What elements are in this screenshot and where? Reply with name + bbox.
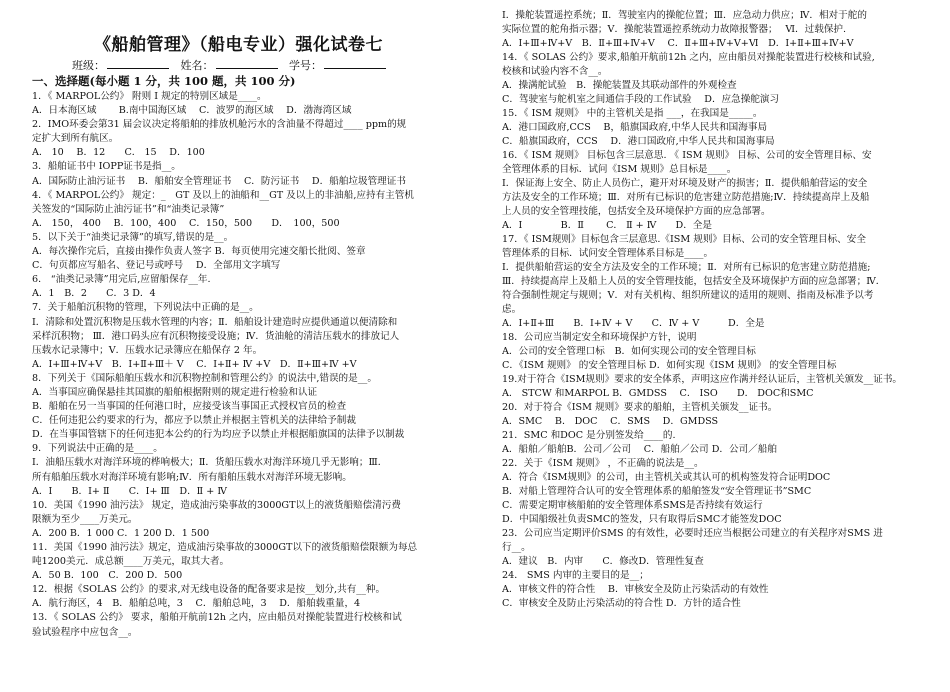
question-line: 校核和试验内容不含__。 (502, 66, 608, 77)
question-line: 18．公司应当制定安全和环境保护方针，说明 (502, 332, 697, 343)
question-line: A．每次操作完后，直接由操作负责人签字 B．每页使用完速交船长批阅、签章 (32, 246, 366, 258)
question-line: 22．关于《ISM 规则》 ，不正确的说法是__。 (502, 458, 704, 469)
question-line: 方法及安全的工作环境；Ⅲ．对所有已标识的危害建立防范措施;Ⅳ．持续提高岸上及船 (502, 192, 870, 203)
question-line: A．Ⅰ+Ⅲ+Ⅳ+Ⅴ B．Ⅰ+Ⅱ+Ⅲ＋ Ⅴ C．Ⅰ+Ⅱ+ Ⅳ +Ⅴ D．Ⅱ+Ⅲ+Ⅳ +Ⅴ (32, 358, 357, 370)
question-line: 15．《 ISM 规则》 中的主管机关是指 ___，在我国是_____。 (502, 108, 763, 119)
question-line: A．日本海区域 B.南中国海区域 C．波罗的海区域 D．渤海湾区域 (32, 105, 352, 117)
question-line: 24． SMS 内审的主要目的是__； (502, 570, 649, 581)
question-line: B．对船上管理符合认可的安全管理体系的船舶签发“安全管理证书”SMC (502, 486, 812, 497)
question-line: Ⅰ．清除和处置沉积物是压载水管理的内容；Ⅱ．船舶设计建造时应提供通道以便清除和 (32, 316, 398, 328)
question-line: A．公司的安全管理口标 B．如何实现公司的安全管理目标 (502, 346, 756, 357)
question-line: C．船旗国政府，CCS D．港口国政府,中华人民共和国海事局 (502, 136, 775, 147)
question-line: A．200 B．1 000 C．1 200 D．1 500 (32, 527, 210, 539)
question-line: Ⅰ．提供船舶营运的安全方法及安全的工作环境；Ⅱ．对所有已标识的危害建立防范措施; (502, 262, 871, 273)
question-line: 所有船舶压载水对海洋环境有影响;Ⅳ．所有船舶压载水对海洋环境无影响。 (32, 471, 352, 483)
question-line: 23．公司应当定期评价SMS 的有效性，必要时还应当根据公司建立的有关程序对SMS 进 (502, 528, 883, 539)
question-line: 上人员的安全管理技能，包括安全及环境保护方面的应急部署。 (502, 206, 771, 217)
question-line: A．SMC B． DOC C．SMS D．GMDSS (502, 416, 719, 427)
question-line: 行__。 (502, 542, 531, 553)
question-line: B．船舶在另一当事国的任何港口时，应接受该当事国正式授权官员的检查 (32, 401, 347, 413)
number-label: 学号： (289, 59, 322, 72)
question-line: C．需要定期审核船舶的安全管理体系SMS是否持续有效运行 (502, 500, 763, 511)
question-line: 16．《 ISM 规则》 目标包含三层意思. 《 ISM 规则》 目标、公司的安全管理目标、安 (502, 150, 872, 161)
question-line: 12．根据《SOLAS 公约》的要求,对无线电设备的配备要求是按__划分,共有__种。 (32, 584, 386, 596)
class-blank (107, 68, 169, 69)
question-line: A．Ⅰ B．Ⅰ+ Ⅱ C．Ⅰ+ Ⅲ D．Ⅱ + Ⅳ (32, 485, 227, 497)
question-line: A． 10 B．12 C． 15 D．100 (32, 147, 205, 159)
question-line: A．船舶／船舶B．公司／公司 C．船舶／公司 D．公司／船舶 (502, 444, 777, 455)
question-line: C．《ISM 规则》 的安全管理目标 D．如何实现《ISM 规则》 的安全管理目标 (502, 360, 837, 371)
section-heading: 一、选择题(每小题 1 分，共 100 题，共 100 分) (32, 74, 296, 88)
question-line: A．符合《ISM规则》的公司，由主管机关或其认可的机构签发符合证明DOC (502, 472, 831, 483)
question-line: D．中国船级社负责SMC的签发，只有取得后SMC才能签发DOC (502, 514, 782, 525)
question-line: A．建议 B．内审 C．修改D．管理性复查 (502, 556, 704, 567)
question-line: A． 150， 400 B．100，400 C．150，500 D． 100，500 (32, 217, 340, 229)
question-line: 19.对于符合《ISM规则》要求的安全体系，声明这应作满并经认证后，主管机关颁发__证书。 (502, 374, 903, 385)
left-question-list (32, 90, 445, 640)
question-line: 1．《 MARPOL公约》 附则 I 规定的特别区域是____。 (32, 91, 267, 102)
question-line: A．国际防止油污证书 B．船舶安全管理证书 C．防污证书 D．船舶垃圾管理证书 (32, 175, 406, 187)
left-column (32, 0, 445, 692)
question-line: Ⅰ．保证海上安全、防止人员伤亡，避开对环境及财产的损害；Ⅱ．提供船舶营运的安全 (502, 178, 868, 189)
question-line: D．在当事国管辖下的任何违犯本公约的行为均应予以禁止并根据船旗国的法律予以制裁 (32, 429, 405, 441)
question-line: 6． “油类记录簿”用完后,应留船保存__年. (32, 274, 211, 286)
question-line: 采样沉积物； Ⅲ．港口码头应有沉积物接受设施；Ⅳ．货油舱的清洁压载水的排放记人 (32, 330, 400, 342)
question-line: A．航行海区，4 B．船舶总吨，3 C．船舶总吨，3 D．船舶载重量，4 (32, 598, 361, 610)
question-line: Ⅰ．油船压载水对海洋环境的桦响极大；Ⅱ．货船压载水对海洋环境几乎无影响；Ⅲ． (32, 457, 388, 469)
question-line: Ⅰ．操舵装置遥控系统；Ⅱ．驾驶室内的操舵位置；Ⅲ．应急动力供应；Ⅳ．相对于舵的 (502, 10, 867, 21)
question-line: A．1 B．2 C．3 D．4 (32, 288, 156, 300)
question-line: 5．以下关于“油类记录簿”的填写,错误的是__。 (32, 231, 234, 243)
question-line: 9．下列说法中正确的是____。 (32, 443, 163, 455)
question-line: 符合强制性规定与规则；Ⅴ．对有关机构、组织所建议的适用的规则、指南及标准予以考 (502, 290, 874, 301)
question-line: 20．对于符合《ISM 规则》要求的船舶，主管机关颁发__证书。 (502, 402, 778, 413)
question-line: A． STCW 和MARPOL B．GMDSS C． ISO D． DOC和SMC (502, 388, 814, 399)
question-line: C．任何违犯公约要求的行为，都应予以禁止并根据主管机关的法律给予制裁 (32, 415, 356, 427)
question-line: C．驾驶室与舵机室之间通信手段的工作试验 D．应急操舵演习 (502, 94, 780, 105)
question-line: A．50 B．100 C．200 D．500 (32, 570, 183, 582)
question-line: 3．船舶证书中 IOPP证书是指__。 (32, 161, 181, 173)
question-line: 7．关于船舶沉积物的管理，下列说法中正确的是__。 (32, 302, 259, 314)
question-line: 定扩大到所有航区。 (32, 133, 119, 145)
question-line: 13．《 SOLAS 公约》 要求，船舶开航前12h 之内，应由船员对操舵装置进行校核和试 (32, 612, 402, 624)
question-line: 验试验程序中应包含__。 (32, 626, 138, 638)
question-line: Ⅲ．持续提高岸上及船上人员的安全管理技能，包括安全及环境保护方面的应急部署；Ⅳ． (502, 276, 886, 287)
question-line: A．Ⅰ B．Ⅱ C． Ⅱ + Ⅳ D．全是 (502, 220, 712, 231)
class-label: 班级： (72, 59, 105, 72)
name-label: 姓名： (180, 59, 214, 72)
question-line: A．操满舵试验 B．操舵装置及其联动部件的外观检查 (502, 80, 737, 91)
question-line: 吨1200美元．成总额____万美元，取其大者。 (32, 556, 230, 568)
question-line: 2．IMO环委会第31 届会议决定将船舶的排放机舱污水的含油量不得超过____ ppm的规 (32, 119, 407, 131)
question-line: C．句页都应写船名、登记号或呼号 D．全部用文字填写 (32, 260, 281, 272)
question-line: 管理体系的目标．试问安全管理体系目标是____。 (502, 248, 714, 259)
question-line: A．Ⅰ+Ⅲ+Ⅳ+Ⅴ B．Ⅱ+Ⅲ+Ⅳ+Ⅴ C．Ⅱ+Ⅲ+Ⅳ+Ⅴ+Ⅵ D．Ⅰ+Ⅱ+Ⅲ+Ⅳ+Ⅴ (502, 38, 854, 49)
question-line: 17．《 ISM规则》目标包含三层意思.《ISM 规则》目标、公司的安全管理目标、安全 (502, 234, 866, 245)
question-line: A．港口国政府,CCS B，船旗国政府,中华人民共和国海事局 (502, 122, 768, 133)
right-column (502, 0, 920, 667)
number-blank (324, 68, 386, 69)
question-line: 4．《 MARPOL公约》 规定：_ GT 及以上的油船和__GT 及以上的非油船,应持有主管机 (32, 189, 414, 201)
question-line: 全管理体系的目标．试问《ISM 规则》总目标是____。 (502, 164, 737, 175)
question-line: A．审核文件的符合性 B．审核安全及防止污染活动的有效性 (502, 584, 769, 595)
question-line: 10．美国《1990 油污法》 规定，造成油污染事故的3000GT以上的液货船赔偿清污费 (32, 499, 402, 511)
name-blank (216, 68, 278, 69)
question-line: 虑。 (502, 304, 522, 315)
question-line: 8．下列关于《国际船舶压载水和沉积物控制和管理公约》的说法中,错误的是__。 (32, 372, 377, 384)
question-line: 压载水记录簿中；Ⅴ．压载水记录簿应在船保存 2 年。 (32, 344, 263, 356)
student-info-row (72, 58, 445, 73)
exam-title: 《船舶管理》（船电专业）强化试卷七 (94, 35, 383, 55)
question-line: 实际位置的舵角指示器；Ⅴ．操舵装置遥控系统动力故障报警器； Ⅵ．过载保护. (502, 24, 847, 35)
question-line: 21．SMC 和DOC 是分别签发给____的. (502, 430, 676, 441)
right-question-list (502, 9, 920, 611)
question-line: 限额为至少____万美元。 (32, 513, 138, 525)
question-line: 关签发的“国际防止油污证书”和“油类记录簿” (32, 203, 225, 215)
question-line: C．审核安全及防止污染活动的符合性 D．方针的适合性 (502, 598, 741, 609)
question-line: 14．《 SOLAS 公约》要求,船舶开航前12h 之内，应由船员对操舵装置进行校核和试验, (502, 52, 875, 63)
question-line: 11．美国《1990 油污法》规定，造成油污染事故的3000GT以下的液货船赔偿限额为每总 (32, 542, 418, 553)
question-line: A．当事国应确保悬挂其国旗的船舶根据附则的规定进行检验和认证 (32, 386, 318, 398)
question-line: A．Ⅰ+Ⅱ+Ⅲ B．Ⅰ+Ⅳ + Ⅴ C．Ⅳ + Ⅴ D．全是 (502, 318, 765, 329)
